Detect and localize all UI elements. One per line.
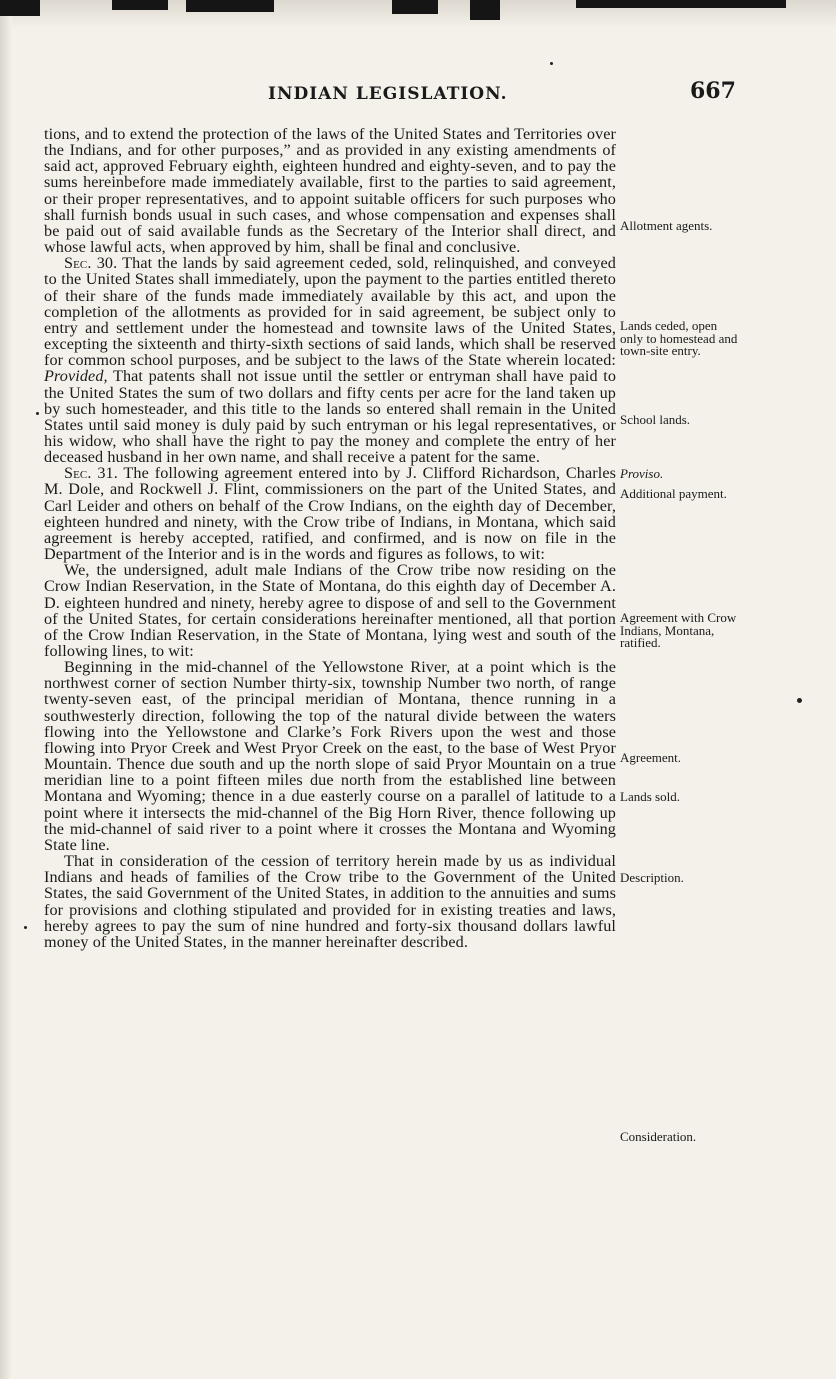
main-text-column (44, 126, 616, 950)
margin-note-allotment-agents: Allotment agents. (620, 218, 713, 233)
paragraph-text: That the lands by said agreement ceded, sold, relinquished, and conveyed to the United States shall immediately, upon the payment to the parties entitled thereto of their share of the funds made immediately available by this act, and upon the completion of the allotments as provided for in said agreement, be subject only to entry and settlement under the homestead and townsite laws of the United States, excepting the sixteenth and thirty-sixth sections of said lands, which shall be reserved for common school purposes, and be subject to the laws of the State wherein located: (44, 254, 616, 370)
ink-blot (576, 0, 786, 8)
margin-note-consideration: Consideration. (620, 1129, 697, 1144)
ink-blot (0, 0, 40, 16)
paragraph-sec-30 (44, 255, 616, 465)
margin-note-lands-sold: Lands sold. (620, 789, 680, 804)
ink-blot (186, 0, 274, 12)
section-label: Sec. 30. (64, 254, 118, 273)
margin-note-school-lands: School lands. (620, 412, 691, 427)
margin-note-proviso: Proviso. (620, 466, 664, 481)
ink-blot (112, 0, 168, 10)
running-head: INDIAN LEGISLATION. (268, 84, 508, 104)
ink-blot (470, 0, 500, 20)
proviso-word: Provided, (44, 367, 108, 386)
paragraph: That in consideration of the cession of territory herein made by us as individual Indians and heads of families of the Crow tribe to the Government of the United States, the said Government of the United States, in addition to the annuities and sums for provisions and clothing stipulated and provided for in existing treaties and laws, hereby agrees to pay the sum of nine hundred and forty-six thousand dollars lawful money of the United States, in the manner hereinafter described. (44, 852, 616, 951)
ink-blot (392, 0, 438, 14)
scan-speck (24, 926, 27, 929)
scan-speck (550, 62, 553, 65)
paragraph: tions, and to extend the protection of the laws of the United States and Territories over the Indians, and for other purposes,” and as provided in any existing amendments of said act, approved February eighth, eighteen hundred and eighty-seven, and to pay the sums hereinbefore made immediately available, first to the parties to said agreement, or their proper representatives, and to appoint suitable officers for such purposes who shall furnish bonds usual in such cases, and whose compensation and expenses shall be paid out of said available funds as the Secretary of the Interior shall direct, and whose lawful acts, when approved by him, shall be final and conclusive. (44, 125, 616, 257)
margin-note-agreement-ratified: Agreement with Crow Indians, Montana, ratified. (620, 610, 737, 650)
section-label: Sec. 31. (64, 464, 118, 483)
margin-note-additional-payment: Additional payment. (620, 486, 727, 501)
margin-note-description: Description. (620, 870, 684, 885)
margin-note-agreement: Agreement. (620, 750, 682, 765)
page-header (0, 78, 836, 112)
scan-speck (797, 698, 802, 703)
paragraph-text: That patents shall not issue until the settler or entryman shall have paid to the United States the sum of two dollars and fifty cents per acre for the land taken up by such homesteader, and this title to the lands so entered shall remain in the United States until said money is duly paid by such entryman or his legal representatives, or his widow, who shall have the right to pay the money and complete the entry of her deceased husband in her own name, and shall receive a patent for the same. (44, 367, 617, 467)
margin-note-lands-ceded: Lands ceded, open only to homestead and town-site entry. (620, 318, 738, 358)
page-number: 667 (690, 78, 736, 104)
scan-speck (36, 412, 39, 415)
paragraph-text: The following agreement entered into by J. Clifford Richardson, Charles M. Dole, and Rockwell J. Flint, commissioners on the part of the United States, and Carl Leider and others on behalf of the Crow Indians, on the eighth day of December, eighteen hundred and ninety, with the Crow tribe of Indians, in Montana, which said agreement is hereby accepted, ratified, and confirmed, and is now on file in the Department of the Interior and is in the words and figures as follows, to wit: (44, 464, 617, 564)
paragraph: Beginning in the mid-channel of the Yellowstone River, at a point which is the northwest corner of section Number thirty-six, township Number two north, of range twenty-seven east, of the principal meridian of Montana, thence running in a southwesterly direction, following the top of the natural divide between the waters flowing into the Yellowstone and Clarke’s Fork Rivers upon the west and those flowing into Pryor Creek and West Pryor Creek on the east, to the base of West Pryor Mountain. Thence due south and up the north slope of said Pryor Mountain on a true meridian line to a point fifteen miles due north from the established line between Montana and Wyoming; thence in a due easterly course on a parallel of latitude to a point where it intersects the mid-channel of the Big Horn River, thence following up the mid-channel of said river to a point where it crosses the Montana and Wyoming State line. (44, 658, 616, 854)
paragraph-sec-31 (44, 465, 616, 562)
scan-edge-left (0, 0, 12, 1379)
paragraph: We, the undersigned, adult male Indians of the Crow tribe now residing on the Crow Indian Reservation, in the State of Montana, do this eighth day of December A. D. eighteen hundred and ninety, hereby agree to dispose of and sell to the Government of the United States, for certain considerations hereinafter mentioned, all that portion of the Crow Indian Reservation, in the State of Montana, lying west and south of the following lines, to wit: (44, 561, 616, 660)
